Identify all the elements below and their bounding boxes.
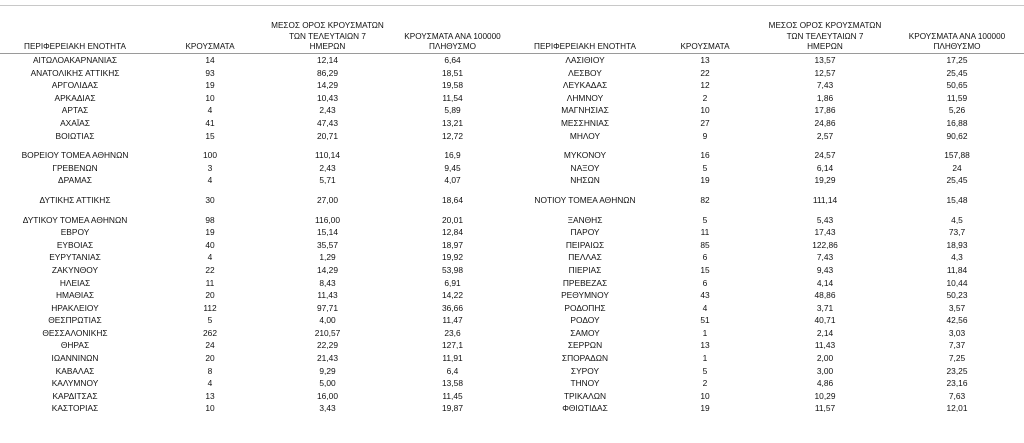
- seven-day-average-cell: 9,29: [319, 365, 336, 376]
- table-row: [520, 149, 1024, 162]
- per-100000-cell: 17,25: [946, 55, 968, 65]
- seven-day-average-cell: 9,43: [816, 264, 834, 275]
- per-100000-cell: 3,57: [948, 302, 966, 313]
- seven-day-average-cell: 17,86: [814, 105, 836, 116]
- per-100000-cell: 4,3: [951, 252, 963, 263]
- per-100000-cell: 12,01: [946, 403, 968, 414]
- seven-day-average-cell: 48,86: [814, 290, 836, 301]
- per-100000-cell: 13,58: [442, 378, 463, 389]
- table-row: [0, 149, 520, 162]
- per-100000-cell: 18,51: [442, 67, 463, 78]
- per-100000-cell: 15,48: [946, 194, 968, 205]
- table-row: [520, 104, 1024, 117]
- per-100000-cell: 24: [952, 162, 962, 173]
- table-row: [520, 302, 1024, 315]
- per-100000-cell: 6,91: [444, 277, 461, 288]
- spacer-row: [0, 187, 520, 194]
- region-cell: ΘΕΣΠΡΩΤΙΑΣ: [48, 315, 102, 326]
- per-100000-cell: 6,4: [446, 365, 459, 376]
- per-100000-cell: 19,92: [442, 252, 463, 263]
- header-per-100000: ΚΡΟΥΣΜΑΤΑ ΑΝΑ 100000 ΠΛΗΘΥΣΜΟ: [890, 18, 1024, 54]
- per-100000-cell: 53,98: [442, 264, 463, 275]
- table-row: [0, 302, 520, 315]
- table-row: [0, 402, 520, 415]
- seven-day-average-cell: 4,00: [319, 315, 336, 326]
- seven-day-average-cell: 7,43: [816, 80, 834, 91]
- table-row: [0, 377, 520, 390]
- per-100000-cell: 4,07: [444, 175, 461, 186]
- table-row: [520, 92, 1024, 105]
- per-100000-cell: 25,45: [946, 67, 968, 78]
- cases-cell: 13: [700, 340, 710, 351]
- seven-day-average-cell: 10,29: [814, 390, 836, 401]
- region-cell: ΒΟΙΩΤΙΑΣ: [55, 130, 95, 141]
- region-cell: ΜΥΚΟΝΟΥ: [563, 150, 607, 161]
- seven-day-average-cell: 5,00: [319, 378, 336, 389]
- table-row: [520, 251, 1024, 264]
- cases-cell: 12: [700, 80, 710, 91]
- header-row: [520, 18, 1024, 54]
- seven-day-average-cell: 17,43: [814, 227, 836, 238]
- table-row: [0, 174, 520, 187]
- seven-day-average-cell: 10,43: [317, 92, 338, 103]
- cases-cell: 10: [205, 403, 215, 414]
- per-100000-cell: 18,64: [442, 194, 463, 205]
- cases-cell: 11: [700, 227, 710, 238]
- region-cell: ΒΟΡΕΙΟΥ ΤΟΜΕΑ ΑΘΗΝΩΝ: [21, 150, 129, 161]
- cases-cell: 6: [702, 252, 708, 263]
- seven-day-average-cell: 47,43: [317, 117, 338, 128]
- region-cell: ΣΥΡΟΥ: [570, 365, 600, 376]
- cases-cell: 27: [700, 117, 710, 128]
- table-row: [0, 390, 520, 403]
- per-100000-cell: 3,03: [948, 327, 966, 338]
- cases-cell: 13: [205, 390, 215, 401]
- seven-day-average-cell: 11,43: [317, 290, 338, 301]
- table-row: [520, 327, 1024, 340]
- per-100000-cell: 19,87: [442, 403, 463, 414]
- header-region: ΠΕΡΙΦΕΡΕΙΑΚΗ ΕΝΟΤΗΤΑ: [520, 18, 650, 54]
- seven-day-average-cell: 11,57: [814, 403, 836, 414]
- table-row: [520, 79, 1024, 92]
- seven-day-average-cell: 21,43: [317, 353, 338, 364]
- region-cell: ΜΑΓΝΗΣΙΑΣ: [561, 105, 609, 116]
- cases-cell: 51: [700, 315, 710, 326]
- table-row: [520, 117, 1024, 130]
- table-row: [520, 352, 1024, 365]
- region-cell: ΛΕΣΒΟΥ: [568, 67, 602, 78]
- spacer-cell: [520, 187, 1024, 194]
- seven-day-average-cell: 6,14: [816, 162, 834, 173]
- seven-day-average-cell: 1,29: [319, 252, 336, 263]
- cases-cell: 2: [702, 92, 708, 103]
- region-cell: ΠΙΕΡΙΑΣ: [568, 264, 602, 275]
- region-cell: ΚΑΣΤΟΡΙΑΣ: [51, 403, 99, 414]
- per-100000-cell: 18,97: [442, 239, 463, 250]
- spacer-row: [0, 207, 520, 214]
- seven-day-average-cell: 4,14: [816, 277, 834, 288]
- seven-day-average-cell: 1,86: [816, 92, 834, 103]
- table-row: [0, 264, 520, 277]
- region-cell: ΤΗΝΟΥ: [570, 378, 600, 389]
- cases-cell: 15: [700, 264, 710, 275]
- per-100000-cell: 23,25: [946, 365, 968, 376]
- seven-day-average-cell: 122,86: [812, 239, 838, 250]
- per-100000-cell: 16,9: [444, 150, 461, 161]
- seven-day-average-cell: 27,00: [317, 194, 338, 205]
- region-cell: ΜΕΣΣΗΝΙΑΣ: [560, 117, 610, 128]
- seven-day-average-cell: 12,57: [814, 67, 836, 78]
- cases-cell: 19: [205, 80, 215, 91]
- table-body-left: [0, 54, 520, 416]
- table-row: [0, 117, 520, 130]
- per-100000-cell: 11,91: [442, 353, 463, 364]
- header-cases: ΚΡΟΥΣΜΑΤΑ: [150, 18, 270, 54]
- seven-day-average-cell: 97,71: [317, 302, 338, 313]
- region-cell: ΚΑΡΔΙΤΣΑΣ: [52, 390, 98, 401]
- seven-day-average-cell: 8,43: [319, 277, 336, 288]
- table-row: [520, 277, 1024, 290]
- cases-cell: 11: [205, 277, 215, 288]
- table-row: [520, 402, 1024, 415]
- per-100000-cell: 19,58: [442, 80, 463, 91]
- per-100000-cell: 42,56: [946, 315, 968, 326]
- table-body-right: [520, 54, 1024, 416]
- cases-cell: 82: [700, 194, 710, 205]
- cases-cell: 40: [205, 239, 215, 250]
- per-100000-cell: 11,47: [442, 315, 463, 326]
- table-row: [0, 67, 520, 80]
- cases-cell: 1: [702, 353, 708, 364]
- per-100000-cell: 11,45: [442, 390, 463, 401]
- cases-cell: 13: [700, 55, 710, 65]
- spacer-row: [0, 142, 520, 149]
- seven-day-average-cell: 2,43: [319, 105, 336, 116]
- region-cell: ΙΩΑΝΝΙΝΩΝ: [51, 353, 99, 364]
- table-row: [0, 226, 520, 239]
- region-cell: ΛΕΥΚΑΔΑΣ: [562, 80, 608, 91]
- cases-cell: 14: [205, 55, 215, 65]
- cases-cell: 20: [205, 290, 215, 301]
- per-100000-cell: 90,62: [946, 130, 968, 141]
- spacer-cell: [0, 207, 520, 214]
- cases-cell: 5: [702, 365, 708, 376]
- per-100000-cell: 16,88: [946, 117, 968, 128]
- seven-day-average-cell: 14,29: [317, 80, 338, 91]
- table-row: [0, 352, 520, 365]
- table-row: [520, 365, 1024, 378]
- region-cell: ΘΗΡΑΣ: [60, 340, 90, 351]
- region-cell: ΘΕΣΣΑΛΟΝΙΚΗΣ: [42, 327, 108, 338]
- cases-cell: 6: [702, 277, 708, 288]
- per-100000-cell: 36,66: [442, 302, 463, 313]
- seven-day-average-cell: 20,71: [317, 130, 338, 141]
- region-cell: ΠΕΛΛΑΣ: [568, 252, 602, 263]
- cases-cell: 100: [203, 150, 217, 161]
- cases-cell: 10: [700, 390, 710, 401]
- region-cell: ΤΡΙΚΑΛΩΝ: [563, 390, 607, 401]
- cases-table-right: [520, 18, 1024, 415]
- region-cell: ΣΕΡΡΩΝ: [567, 340, 603, 351]
- header-7day-average: ΜΕΣΟΣ ΟΡΟΣ ΚΡΟΥΣΜΑΤΩΝ ΤΩΝ ΤΕΛΕΥΤΑΙΩΝ 7 ΗΜΕΡΩΝ: [270, 18, 385, 54]
- table-row: [520, 289, 1024, 302]
- cases-cell: 93: [205, 67, 215, 78]
- cases-cell: 15: [205, 130, 215, 141]
- cases-cell: 3: [207, 162, 213, 173]
- table-row: [0, 339, 520, 352]
- seven-day-average-cell: 4,86: [816, 378, 834, 389]
- cases-table-left: [0, 18, 520, 415]
- region-cell: ΡΕΘΥΜΝΟΥ: [561, 290, 609, 301]
- seven-day-average-cell: 14,29: [317, 264, 338, 275]
- region-cell: ΑΙΤΩΛΟΑΚΑΡΝΑΝΙΑΣ: [32, 55, 118, 65]
- table-row: [520, 214, 1024, 227]
- seven-day-average-cell: 22,29: [317, 340, 338, 351]
- region-cell: ΔΥΤΙΚΟΥ ΤΟΜΕΑ ΑΘΗΝΩΝ: [22, 214, 128, 225]
- per-100000-cell: 12,72: [442, 130, 463, 141]
- region-cell: ΝΗΣΩΝ: [570, 175, 600, 186]
- region-cell: ΕΒΡΟΥ: [60, 227, 90, 238]
- cases-cell: 9: [702, 130, 708, 141]
- region-cell: ΕΥΡΥΤΑΝΙΑΣ: [49, 252, 101, 263]
- table-row: [520, 377, 1024, 390]
- per-100000-cell: 9,45: [444, 162, 461, 173]
- seven-day-average-cell: 24,86: [814, 117, 836, 128]
- cases-cell: 112: [203, 302, 217, 313]
- per-100000-cell: 11,84: [946, 264, 968, 275]
- header-row: [0, 18, 520, 54]
- cases-cell: 262: [203, 327, 217, 338]
- per-100000-cell: 23,6: [444, 327, 461, 338]
- cases-cell: 20: [205, 353, 215, 364]
- spacer-cell: [520, 142, 1024, 149]
- per-100000-cell: 25,45: [946, 175, 968, 186]
- region-cell: ΕΥΒΟΙΑΣ: [56, 239, 94, 250]
- cases-cell: 1: [702, 327, 708, 338]
- table-row: [520, 226, 1024, 239]
- region-cell: ΑΡΤΑΣ: [61, 105, 89, 116]
- per-100000-cell: 6,64: [444, 55, 461, 65]
- seven-day-average-cell: 16,00: [317, 390, 338, 401]
- cases-cell: 98: [205, 214, 215, 225]
- seven-day-average-cell: 12,14: [317, 55, 338, 65]
- per-100000-cell: 13,21: [442, 117, 463, 128]
- region-cell: ΗΜΑΘΙΑΣ: [55, 290, 95, 301]
- seven-day-average-cell: 111,14: [812, 194, 838, 205]
- per-100000-cell: 7,63: [948, 390, 966, 401]
- cases-cell: 5: [702, 162, 708, 173]
- seven-day-average-cell: 3,43: [319, 403, 336, 414]
- table-row: [520, 264, 1024, 277]
- region-cell: ΔΥΤΙΚΗΣ ΑΤΤΙΚΗΣ: [39, 194, 111, 205]
- region-cell: ΣΑΜΟΥ: [570, 327, 600, 338]
- seven-day-average-cell: 5,71: [319, 175, 336, 186]
- region-cell: ΛΑΣΙΘΙΟΥ: [565, 55, 605, 65]
- table-row: [520, 194, 1024, 207]
- seven-day-average-cell: 3,71: [816, 302, 834, 313]
- region-cell: ΡΟΔΟΠΗΣ: [564, 302, 606, 313]
- seven-day-average-cell: 15,14: [317, 227, 338, 238]
- region-cell: ΣΠΟΡΑΔΩΝ: [561, 353, 609, 364]
- table-row: [0, 162, 520, 175]
- spacer-row: [520, 187, 1024, 194]
- table-row: [0, 130, 520, 143]
- table-row: [520, 54, 1024, 67]
- table-row: [520, 339, 1024, 352]
- spacer-row: [520, 207, 1024, 214]
- per-100000-cell: 157,88: [944, 150, 970, 161]
- cases-cell: 10: [700, 105, 710, 116]
- region-cell: ΜΗΛΟΥ: [569, 130, 601, 141]
- cases-cell: 4: [207, 252, 213, 263]
- region-cell: ΚΑΛΥΜΝΟΥ: [51, 378, 99, 389]
- seven-day-average-cell: 2,57: [816, 130, 834, 141]
- cases-cell: 4: [207, 105, 213, 116]
- spacer-cell: [0, 187, 520, 194]
- per-100000-cell: 5,26: [948, 105, 966, 116]
- cases-cell: 19: [700, 175, 710, 186]
- spacer-cell: [0, 142, 520, 149]
- table-row: [520, 239, 1024, 252]
- region-cell: ΔΡΑΜΑΣ: [58, 175, 92, 186]
- table-row: [520, 162, 1024, 175]
- table-row: [520, 174, 1024, 187]
- cases-cell: 22: [700, 67, 710, 78]
- per-100000-cell: 14,22: [442, 290, 463, 301]
- table-row: [0, 277, 520, 290]
- header-7day-average: ΜΕΣΟΣ ΟΡΟΣ ΚΡΟΥΣΜΑΤΩΝ ΤΩΝ ΤΕΛΕΥΤΑΙΩΝ 7 ΗΜΕΡΩΝ: [760, 18, 890, 54]
- seven-day-average-cell: 3,00: [816, 365, 834, 376]
- per-100000-cell: 11,54: [442, 92, 463, 103]
- header-per-100000: ΚΡΟΥΣΜΑΤΑ ΑΝΑ 100000 ΠΛΗΘΥΣΜΟ: [385, 18, 520, 54]
- seven-day-average-cell: 116,00: [315, 214, 340, 225]
- cases-cell: 19: [205, 227, 215, 238]
- cases-cell: 4: [207, 378, 213, 389]
- cases-cell: 43: [700, 290, 710, 301]
- table-row: [0, 289, 520, 302]
- cases-cell: 16: [700, 150, 710, 161]
- per-100000-cell: 23,16: [946, 378, 968, 389]
- table-row: [520, 390, 1024, 403]
- spacer-cell: [520, 207, 1024, 214]
- table-row: [0, 251, 520, 264]
- cases-cell: 5: [207, 315, 213, 326]
- seven-day-average-cell: 2,43: [319, 162, 336, 173]
- region-cell: ΞΑΝΘΗΣ: [567, 214, 603, 225]
- per-100000-cell: 7,25: [948, 353, 966, 364]
- per-100000-cell: 73,7: [948, 227, 966, 238]
- seven-day-average-cell: 24,57: [814, 150, 836, 161]
- table-row: [0, 79, 520, 92]
- region-cell: ΛΗΜΝΟΥ: [566, 92, 604, 103]
- seven-day-average-cell: 110,14: [315, 150, 340, 161]
- seven-day-average-cell: 5,43: [816, 214, 834, 225]
- per-100000-cell: 10,44: [946, 277, 968, 288]
- region-cell: ΗΡΑΚΛΕΙΟΥ: [51, 302, 99, 313]
- seven-day-average-cell: 35,57: [317, 239, 338, 250]
- header-region: ΠΕΡΙΦΕΡΕΙΑΚΗ ΕΝΟΤΗΤΑ: [0, 18, 150, 54]
- seven-day-average-cell: 13,57: [814, 55, 836, 65]
- cases-cell: 41: [205, 117, 215, 128]
- region-cell: ΑΝΑΤΟΛΙΚΗΣ ΑΤΤΙΚΗΣ: [30, 67, 120, 78]
- table-row: [520, 67, 1024, 80]
- region-cell: ΓΡΕΒΕΝΩΝ: [52, 162, 98, 173]
- header-cases: ΚΡΟΥΣΜΑΤΑ: [650, 18, 760, 54]
- region-cell: ΝΟΤΙΟΥ ΤΟΜΕΑ ΑΘΗΝΩΝ: [534, 194, 636, 205]
- cases-cell: 85: [700, 239, 710, 250]
- cases-cell: 24: [205, 340, 215, 351]
- per-100000-cell: 5,89: [444, 105, 461, 116]
- per-100000-cell: 20,01: [442, 214, 463, 225]
- per-100000-cell: 50,23: [946, 290, 968, 301]
- table-row: [0, 92, 520, 105]
- seven-day-average-cell: 19,29: [814, 175, 836, 186]
- per-100000-cell: 11,59: [946, 92, 968, 103]
- top-divider: [0, 5, 1024, 6]
- region-cell: ΚΑΒΑΛΑΣ: [55, 365, 95, 376]
- region-cell: ΖΑΚΥΝΘΟΥ: [51, 264, 99, 275]
- region-cell: ΠΑΡΟΥ: [570, 227, 600, 238]
- spacer-row: [520, 142, 1024, 149]
- cases-cell: 10: [205, 92, 215, 103]
- per-100000-cell: 127,1: [442, 340, 463, 351]
- table-row: [0, 239, 520, 252]
- table-row: [0, 365, 520, 378]
- table-row: [520, 130, 1024, 143]
- cases-cell: 22: [205, 264, 215, 275]
- cases-cell: 5: [702, 214, 708, 225]
- per-100000-cell: 18,93: [946, 239, 968, 250]
- cases-cell: 2: [702, 378, 708, 389]
- seven-day-average-cell: 86,29: [317, 67, 338, 78]
- table-row: [0, 327, 520, 340]
- seven-day-average-cell: 210,57: [314, 327, 341, 338]
- region-cell: ΡΟΔΟΥ: [570, 315, 600, 326]
- seven-day-average-cell: 11,43: [814, 340, 836, 351]
- table-row: [0, 194, 520, 207]
- cases-cell: 4: [207, 175, 213, 186]
- per-100000-cell: 50,65: [946, 80, 968, 91]
- per-100000-cell: 7,37: [948, 340, 966, 351]
- per-100000-cell: 12,84: [442, 227, 463, 238]
- region-cell: ΦΘΙΩΤΙΔΑΣ: [562, 403, 608, 414]
- seven-day-average-cell: 7,43: [816, 252, 834, 263]
- region-cell: ΝΑΞΟΥ: [570, 162, 600, 173]
- region-cell: ΗΛΕΙΑΣ: [59, 277, 91, 288]
- table-row: [0, 54, 520, 67]
- seven-day-average-cell: 2,14: [816, 327, 834, 338]
- seven-day-average-cell: 2,00: [816, 353, 834, 364]
- table-row: [0, 314, 520, 327]
- cases-cell: 4: [702, 302, 708, 313]
- per-100000-cell: 4,5: [951, 214, 963, 225]
- region-cell: ΑΡΓΟΛΙΔΑΣ: [51, 80, 99, 91]
- cases-cell: 19: [700, 403, 710, 414]
- region-cell: ΑΧΑΪΑΣ: [60, 117, 90, 128]
- region-cell: ΠΡΕΒΕΖΑΣ: [562, 277, 608, 288]
- seven-day-average-cell: 40,71: [814, 315, 836, 326]
- table-row: [520, 314, 1024, 327]
- region-cell: ΠΕΙΡΑΙΩΣ: [565, 239, 605, 250]
- cases-cell: 30: [205, 194, 215, 205]
- region-cell: ΑΡΚΑΔΙΑΣ: [54, 92, 96, 103]
- table-row: [0, 104, 520, 117]
- table-row: [0, 214, 520, 227]
- cases-cell: 8: [207, 365, 213, 376]
